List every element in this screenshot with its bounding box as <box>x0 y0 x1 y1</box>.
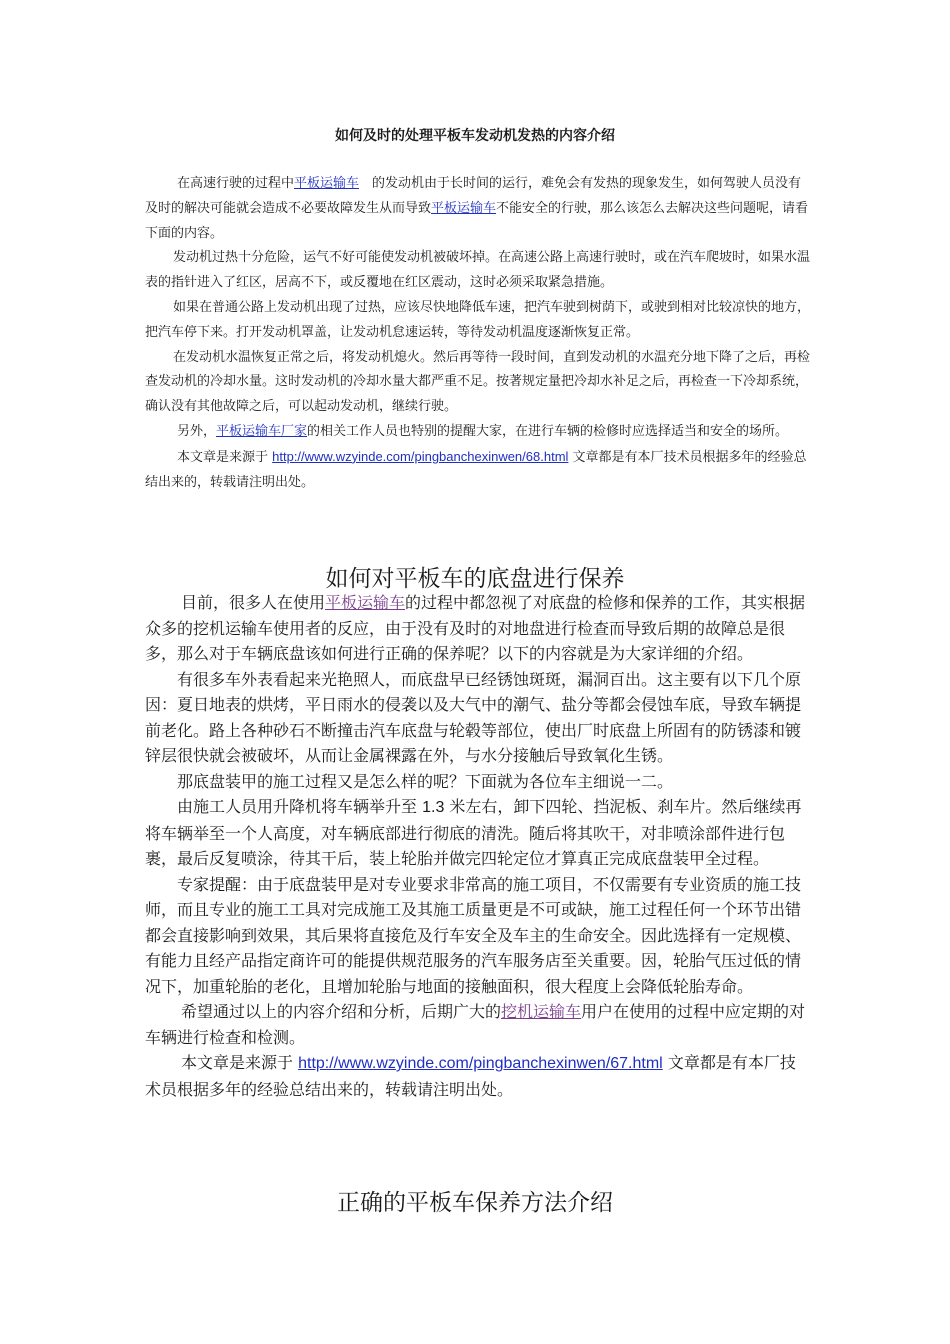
article2-paragraph: 专家提醒：由于底盘装甲是对专业要求非常高的施工项目，不仅需要有专业资质的施工技师，而且专业的施工工具对完成施工及其施工质量更是不可或缺，施工过程任何一个环节出错都会直接影响到效果，其后果将直接危及行车安全及车主的生命安全。因此选择有一定规模、有能力且经产品指定商许可的能提供规范服务的汽车服务店至关重要。因，轮胎气压过低的情况下，加重轮胎的老化，且增加轮胎与地面的接触面积，很大程度上会降低轮胎寿命。 <box>145 874 802 996</box>
article1-paragraph: 发动机过热十分危险，运气不好可能使发动机被破坏掉。在高速公路上高速行驶时，或在汽车爬坡时，如果水温表的指针进入了红区，居高不下，或反覆地在红区震动，这时必须采取紧急措施。 <box>145 250 811 291</box>
article2-paragraph: 目前，很多人在使用平板运输车的过程中都忽视了对底盘的检修和保养的工作，其实根据众多的挖机运输车使用者的反应，由于没有及时的对地盘进行检查而导致后期的故障总是很多，那么对于车辆底盘该如何进行正确的保养呢？以下的内容就是为大家详细的介绍。 <box>145 593 806 663</box>
article2-paragraph: 希望通过以上的内容介绍和分析，后期广大的挖机运输车用户在使用的过程中应定期的对车辆进行检查和检测。 <box>145 1002 806 1047</box>
article2-paragraph: 有很多车外表看起来光艳照人，而底盘早已经锈蚀斑斑，漏洞百出。这主要有以下几个原因：夏日地表的烘烤，平日雨水的侵袭以及大气中的潮气、盐分等都会侵蚀车底，导致车辆提前老化。路上各种砂石不断撞击汽车底盘与轮毂等部位，使出厂时底盘上所固有的防锈漆和镀锌层很快就会被破坏，从而让金属裸露在外，与水分接触后导致氧化生锈。 <box>145 669 802 765</box>
link-flatbed-manufacturer[interactable]: 平板运输车厂家 <box>216 423 308 439</box>
link-excavator-transporter[interactable]: 挖机运输车 <box>501 1002 582 1021</box>
source-url-link-67[interactable]: http://www.wzyinde.com/pingbanchexinwen/67.html <box>298 1055 663 1072</box>
article1-body <box>145 172 810 495</box>
article2-source: 本文章是来源于 http://www.wzyinde.com/pingbanchexinwen/67.html 文章都是有本厂技术员根据多年的经验总结出来的，转载请注明出处。 <box>145 1053 796 1099</box>
article2-paragraph: 那底盘装甲的施工过程又是怎么样的呢？下面就为各位车主细说一二。 <box>177 771 674 791</box>
article1-source: 本文章是来源于 http://www.wzyinde.com/pingbanchexinwen/68.html 文章都是有本厂技术员根据多年的经验总结出来的，转载请注明出处。 <box>145 448 807 490</box>
article1-paragraph: 如果在普通公路上发动机出现了过热，应该尽快地降低车速，把汽车驶到树荫下，或驶到相对比较凉快的地方，把汽车停下来。打开发动机罩盖，让发动机怠速运转，等待发动机温度逐渐恢复正常。 <box>145 299 811 340</box>
source-url-link-68[interactable]: http://www.wzyinde.com/pingbanchexinwen/68.html <box>272 448 569 464</box>
article2-body <box>145 590 810 1102</box>
article1-paragraph: 另外，平板运输车厂家的相关工作人员也特别的提醒大家，在进行车辆的检修时应选择适当和安全的场所。 <box>177 423 789 439</box>
article1-title: 如何及时的处理平板车发动机发热的内容介绍 <box>335 128 615 144</box>
article2-paragraph: 由施工人员用升降机将车辆举升至 1.3 米左右，卸下四轮、挡泥板、刹车片。然后继续再将车辆举至一个人高度，对车辆底部进行彻底的清洗。随后将其吹干，对非喷涂部件进行包裹，最后反复喷涂，待其干后，装上轮胎并做完四轮定位才算真正完成底盘装甲全过程。 <box>145 797 802 868</box>
link-flatbed-truck[interactable]: 平板运输车 <box>294 176 360 191</box>
article1-paragraph: 在高速行驶的过程中平板运输车 的发动机由于长时间的运行，难免会有发热的现象发生，如何驾驶人员没有及时的解决可能就会造成不必要故障发生从而导致平板运输车不能安全的行驶，那么该怎么去解决这些问题呢，请看下面的内容。 <box>145 176 809 241</box>
link-flatbed-truck-2[interactable]: 平板运输车 <box>431 200 497 216</box>
article2-title: 如何对平板车的底盘进行保养 <box>325 566 625 592</box>
article3-title: 正确的平板车保养方法介绍 <box>337 1190 613 1216</box>
link-flatbed-truck-3[interactable]: 平板运输车 <box>325 593 406 612</box>
article1-paragraph: 在发动机水温恢复正常之后，将发动机熄火。然后再等待一段时间，直到发动机的水温充分地下降了之后，再检查发动机的冷却水量。这时发动机的冷却水量大都严重不足。按著规定量把冷却水补足之后，再检查一下冷却系统，确认没有其他故障之后，可以起动发动机，继续行驶。 <box>145 349 811 415</box>
